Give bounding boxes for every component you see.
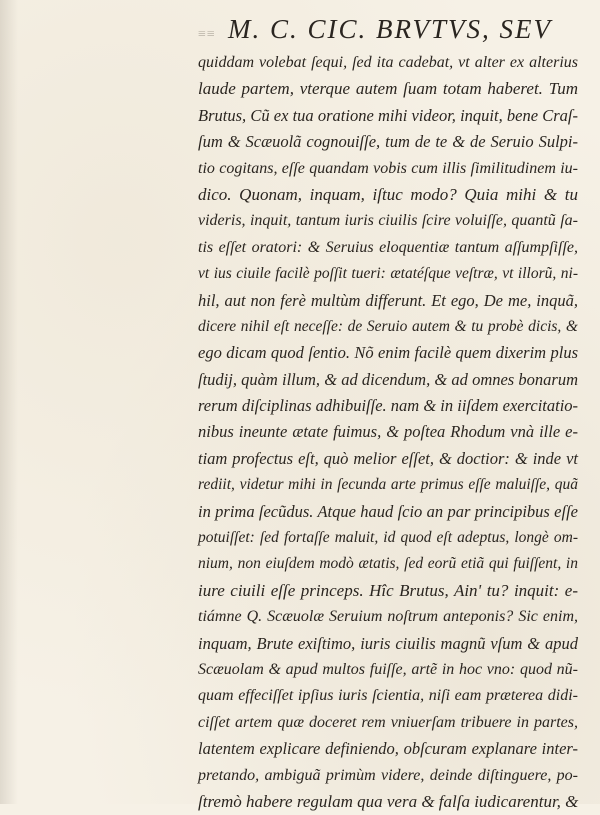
text-line: iure ciuili eſſe princeps. Hîc Brutus, Ain' tu? inquit: e-: [198, 580, 578, 600]
text-line: in prima ſecũdus. Atque haud ſcio an par principibus eſſe: [198, 501, 578, 521]
text-line: latentem explicare definiendo, obſcuram explanare inter-: [198, 739, 578, 759]
text-line: rediit, videtur mihi in ſecunda arte primus eſſe maluiſſe, quã: [198, 476, 578, 494]
text-line: quiddam volebat ſequi, ſed ita cadebat, vt alter ex alterius: [198, 54, 578, 71]
text-line: tis eſſet oratori: & Seruius eloquentiæ tantum aſſumpſiſſe,: [198, 238, 578, 256]
page-ornament: ≡≡: [198, 27, 216, 42]
text-line: vt ius ciuile facilè poſſit tueri: ætatéſque veſtræ, vt illorũ, ni-: [198, 265, 578, 283]
text-line: laude partem, vterque autem ſuam totam haberet. Tum: [198, 79, 578, 99]
text-line: rerum diſciplinas adhibuiſſe. nam & in iiſdem exercitatio-: [198, 396, 579, 416]
text-line: hil, aut non ferè multùm differunt. Et ego, De me, inquã,: [198, 290, 578, 310]
text-line: nium, non eiuſdem modò ætatis, ſed eorũ etiã qui fuiſſent, in: [198, 555, 578, 573]
text-line: ſtudij, quàm illum, & ad dicendum, & ad omnes bonarum: [198, 369, 578, 389]
body-text: [198, 50, 578, 815]
text-line: ciſſet artem quæ doceret rem vniuerſam tribuere in partes,: [198, 713, 578, 731]
text-line: tiámne Q. Scæuolæ Seruium noſtrum anteponis? Sic enim,: [198, 608, 578, 626]
text-line: videris, inquit, tantum iuris ciuilis ſcire voluiſſe, quantũ ſa-: [198, 212, 578, 230]
text-line: tiam profectus eſt, quò melior eſſet, & doctior: & inde vt: [198, 448, 578, 468]
text-line: nibus ineunte ætate fuimus, & poſtea Rhodum vnà ille e-: [198, 422, 578, 442]
text-line: potuiſſet: ſed fortaſſe maluit, id quod eſt adeptus, longè om-: [198, 529, 578, 547]
text-line: tio cogitans, eſſe quandam vobis cum illis ſimilitudinem iu-: [198, 159, 578, 177]
text-line: inquam, Brute exiſtimo, iuris ciuilis magnũ vſum & apud: [198, 633, 578, 653]
text-line: Brutus, Cũ ex tua oratione mihi videor, inquit, bene Craſ-: [198, 105, 578, 125]
text-line: Scæuolam & apud multos fuiſſe, artẽ in hoc vno: quod nũ-: [198, 660, 578, 678]
text-line: ſtremò habere regulam qua vera & falſa iudicarentur, &: [198, 791, 579, 811]
text-line: pretando, ambiguã primùm videre, deinde diſtinguere, po-: [198, 766, 578, 784]
text-line: ſum & Scæuolã cognouiſſe, tum de te & de Seruio Sulpi-: [198, 132, 578, 152]
text-line: dico. Quonam, inquam, iſtuc modo? Quia mihi & tu: [198, 184, 578, 204]
gutter-shadow: [0, 0, 18, 804]
text-line: quam effeciſſet ipſius iuris ſcientia, niſi eam præterea didi-: [198, 687, 578, 705]
running-head: M. C. CIC. BRVTVS, SEV: [228, 14, 552, 44]
text-line: ego dicam quod ſentio. Nõ enim facilè quem dixerim plus: [198, 343, 578, 363]
text-line: dicere nihil eſt neceſſe: de Seruio autem & tu probè dicis, &: [198, 317, 578, 335]
